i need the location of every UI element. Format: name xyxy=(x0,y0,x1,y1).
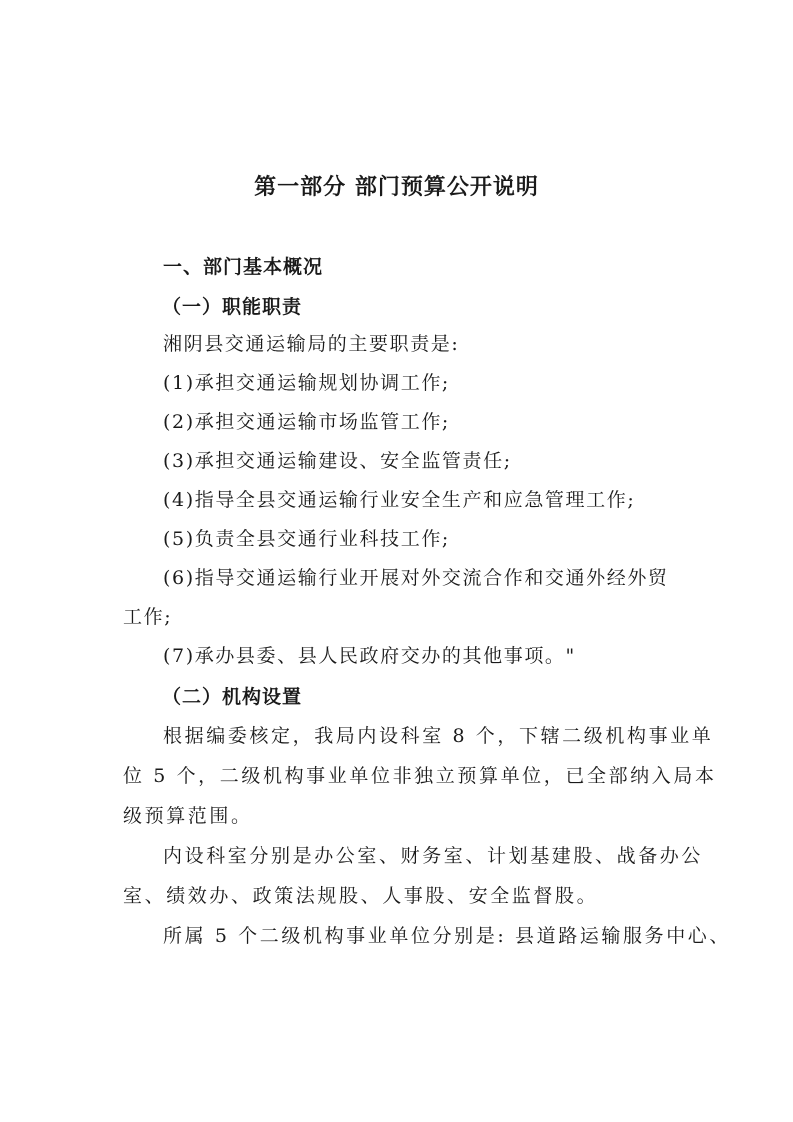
section-heading-basic-overview: 一、部门基本概况 xyxy=(163,256,324,278)
organization-para1-line2: 位 5 个，二级机构事业单位非独立预算单位，已全部纳入局本 xyxy=(123,765,717,787)
subsection-heading-organization: （二）机构设置 xyxy=(162,686,303,708)
function-item-6: (6)指导交通运输行业开展对外交流合作和交通外经外贸 xyxy=(163,567,669,589)
organization-para1-line3: 级预算范围。 xyxy=(123,805,253,827)
function-item-2: (2)承担交通运输市场监管工作; xyxy=(163,411,450,433)
function-item-7: (7)承办县委、县人民政府交办的其他事项。" xyxy=(163,645,576,667)
organization-para1-line1: 根据编委核定，我局内设科室 8 个，下辖二级机构事业单 xyxy=(163,725,714,747)
function-item-1: (1)承担交通运输规划协调工作; xyxy=(163,372,450,394)
function-item-6-continued: 工作; xyxy=(123,606,173,628)
page-title: 第一部分 部门预算公开说明 xyxy=(254,175,539,200)
subsection-heading-functions: （一）职能职责 xyxy=(162,296,303,318)
function-item-4: (4)指导全县交通运输行业安全生产和应急管理工作; xyxy=(163,489,636,511)
functions-intro: 湘阴县交通运输局的主要职责是: xyxy=(163,333,460,355)
organization-para2-line2: 室、绩效办、政策法规股、人事股、安全监督股。 xyxy=(123,885,599,907)
organization-para3-line1: 所属 5 个二级机构事业单位分别是: 县道路运输服务中心、 xyxy=(163,925,732,947)
function-item-3: (3)承担交通运输建设、安全监管责任; xyxy=(163,450,512,472)
function-item-5: (5)负责全县交通行业科技工作; xyxy=(163,528,450,550)
organization-para2-line1: 内设科室分别是办公室、财务室、计划基建股、战备办公 xyxy=(163,845,704,867)
